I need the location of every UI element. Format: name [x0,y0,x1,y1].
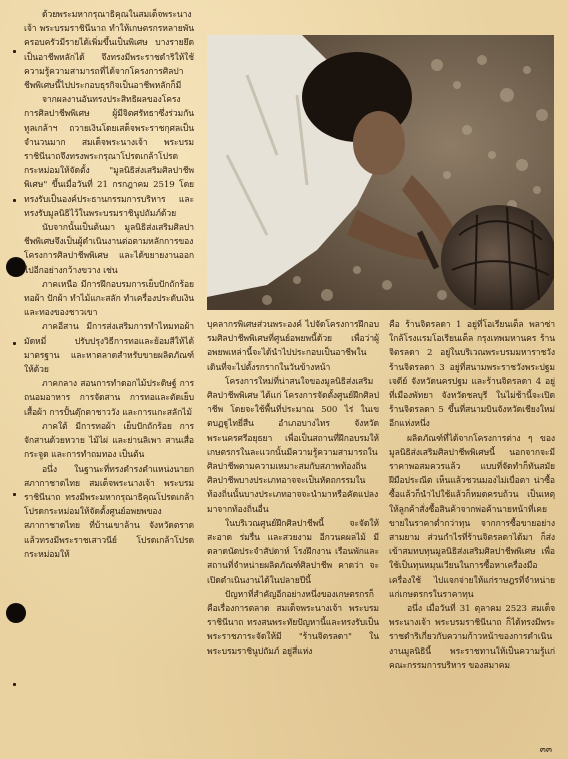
article-column-1 [24,8,194,562]
margin-mark [13,199,16,202]
paragraph: ในบริเวณศูนย์ฝึกศิลปาชีพนี้ จะจัดให้สะอาด ร่มรื่น และสวยงาม อีกวนคผลไม้ มีตลาดนัดประจำสัปดาห์ โรงฝึกงาน เรือนพักและสถานที่จำหน่ายผลิตภัณฑ์ศิลปาชีพ คาดว่า จะเปิดดำเนินงานได้ในปลายปีนี้ [207,518,379,586]
paragraph: ภาคใต้ มีการทอผ้า เย็บปักถักร้อย การจักสานด้วยหวาย ไม้ไผ่ และย่านลิเพา สานเสื่อกระจูด และการทำถมทอง เป็นต้น [24,421,194,461]
paragraph: อนึ่ง เมื่อวันที่ 31 ตุลาคม 2523 สมเด็จพระนางเจ้า พระบรมราชินีนาถ ก็ได้ทรงมีพระราชดำริเกี่ยวกับความก้าวหน้าของการดำเนินงานมูลนิธินี้ พระราชทานให้เป็นความรู้แก่คณะกรรมการบริหาร ของสมาคม [389,604,555,671]
margin-mark [13,342,16,345]
paragraph: บุคลากรพิเศษส่วนพระองค์ ไปจัดโครงการฝึกอบรมศิลปาชีพพิเศษที่ศูนย์อพยพนี้ด้วย เพื่อว่าผู้อพยพเหล่านี้จะได้นำไปประกอบเป็นอาชีพในเดินที่จะไปตั้งรกรากในวันข้างหน้า [207,320,379,373]
margin-mark [13,683,16,686]
margin-mark [13,493,16,496]
article-column-2 [207,318,379,659]
paragraph: โครงการใหม่ที่น่าสนใจของมูลนิธิส่งเสริมศิลปาชีพพิเศษ ได้แก่ โครงการจัดตั้งศูนย์ฝึกศิลปาชีพ โดยจะใช้พื้นที่ประมาณ 500 ไร่ ในเขตบฏฐูไทยี่สืน อำเภอบางไทร จังหวัดพระนครศรีอยุธยา เพื่อเป็นสถานที่ฝึกอบรมให้เกษตรกรในละแวกนั้นมีความรู้ความสามารถในศิลปาชีพตามความเหมาะสมกับสภาพท้องถิ่น ศิลปาชีพบางประเภทอาจจะเป็นหัตถกรรมในท้องถิ่นนั้นบางประเภทอาจจะนำมาหรือคัดแปลงมาจากท้องถิ่นอื่น [207,376,379,515]
paragraph: ด้วยพระมหากรุณาธิคุณในสมเด็จพระนางเจ้า พระบรมราชินีนาถ ทำให้เกษตรกรหลายพันครอบครัวมีรายได้เพิ่มขึ้นเป็นพิเศษ บางรายยึดเป็นอาชีพหลักได้ จึงทรงมีพระราชดำริให้ใช้ความรู้ความสามารถที่ได้จากโครงการศิลปาชีพพิเศษนี้ไปประกอบธุรกิจเป็นอาชีพหลักก็มี [24,10,194,92]
binding-hole [6,603,26,623]
paragraph: ภาคอีสาน มีการส่งเสริมการทำไหมทอผ้ามัดหมี่ ปรับปรุงวิธีการทอและย้อมสีให้ได้มาตรฐาน และหาตลาดสำหรับขายผลิตภัณฑ์ให้ด้วย [24,322,194,376]
paragraph: นับจากนั้นเป็นต้นมา มูลนิธิส่งเสริมศิลปาชีพพิเศษจึงเป็นผู้ดำเนินงานต่อตามหลักการของโครงการศิลปาชีพพิเศษ และได้ขยายงานออกไปอีกอย่างกว้างขวาง เช่น [24,223,194,276]
page-number: ๓๓ [539,745,552,755]
article-photo [207,35,554,310]
paragraph: ปัญหาที่สำคัญอีกอย่างหนึ่งของเกษตรกรก็คือเรื่องการตลาด สมเด็จพระนางเจ้า พระบรมราชินีนาถ ทรงสนพระทัยปัญหานี้และทรงรับเป็นพระราชภาระจัดให้มี "ร้านจิตรลดา" ในพระบรมราชินูปถัมภ์ อยู่สี่แห่ง [207,589,379,657]
paragraph: คือ ร้านจิตรลดา 1 อยู่ที่โอเรียนเต็ล พลาซ่า ใกล้โรงแรมโอเรียนเต็ล กรุงเทพมหานคร ร้านจิตรลดา 2 อยู่ในบริเวณพระบรมมหาราชวัง ร้านจิตรลดา 3 อยู่ที่สนามพระราชวังพระปฐมเจดีย์ จังหวัดนครปฐม และร้านจิตรลดา 4 อยู่ที่เมืองพัทยา จังหวัดชลบุรี ในไม่ช้านี้จะเปิดร้านจิตรลดา 5 ขึ้นที่สนามบินจังหวัดเชียงใหม่อีกแห่งหนึ่ง [389,320,555,430]
paragraph: ผลิตภัณฑ์ที่ได้จากโครงการต่าง ๆ ของมูลนิธิส่งเสริมศิลปาชีพพิเศษนี้ นอกจากจะมีราคาพอสมควรแล้ว แบบที่จัดทำก็ทันสมัย ฝีมือประณีต เห็นแล้วชวนมองไม่เบื่อตา น่าซื้อ ซื้อแล้วก็นำไปใช้แล้วก็หมดครบถ้วน เป็นเหตุให้ลูกค้าสั่งซื้อสินค้าจากพ่อค้านายหน้าที่เคยขายในราคาต่ำกว่าทุน จากการซื้อขายอย่างสามยาม ส่วนกำไรที่ร้านจิตรลดาได้มา ก็ส่งเข้าสมทบทุนมูลนิธิส่งเสริมศิลปาชีพพิเศษ เพื่อใช้เป็นทุนหมุนเวียนในการซื้อหาเครื่องมือเครื่องใช้ ไปแจกจ่ายให้แก่ราษฎรที่จำหน่ายแก่เกษตรกรในราคาทุน [389,433,555,600]
paragraph: อนึ่ง ในฐานะที่ทรงดำรงตำแหน่งนายกสภากาชาดไทย สมเด็จพระนางเจ้า พระบรมราชินีนาถ ทรงมีพระมหากรุณาธิคุณโปรดเกล้าโปรดกระหม่อมให้จัดตั้งศูนย์อพยพของสภากาชาดไทย ที่บ้านเขาล้าน จังหวัดตราด แล้วทรงมีพระราชเสาวนีย์ โปรดเกล้าโปรดกระหม่อมให้ [24,464,194,560]
artisan-photo-illustration [207,35,554,310]
binding-hole [6,257,26,277]
margin-mark [13,50,16,53]
article-column-3 [389,318,555,673]
paragraph: ภาคกลาง สอนการทำดอกไม้ประดิษฐ์ การถนอมอาหาร การจัดสาน การทอและตัดเย็บเสื้อผ้า การปั้นตุ๊กตาชาววัง และการแกะสลักไม้ [24,379,194,418]
paragraph: จากผลงานอันทรงประสิทธิผลของโครงการศิลปาชีพพิเศษ ผู้มีจิตศรัทธาซึ่งร่วมกันทูลเกล้าฯ ถวายเงินโดยเสด็จพระราชกุศลเป็นจำนวนมาก สมเด็จพระนางเจ้า พระบรมราชินีนาถจึงทรงพระกรุณาโปรดเกล้าโปรดกระหม่อมให้จัดตั้ง "มูลนิธิส่งเสริมศิลปาชีพพิเศษ" ขึ้นเมื่อวันที่ 21 กรกฎาคม 2519 โดยทรงรับเป็นองค์ประธานกรรมการบริหาร และทรงรับมูลนิธิไว้ในพระบรมราชินูปถัมภ์ด้วย [24,95,194,219]
paragraph: ภาคเหนือ มีการฝึกอบรมการเย็บปักถักร้อย ทอผ้า ปักผ้า ทำไม้แกะสลัก ทำเครื่องประดับเงินและทองของชาวเขา [24,279,194,319]
